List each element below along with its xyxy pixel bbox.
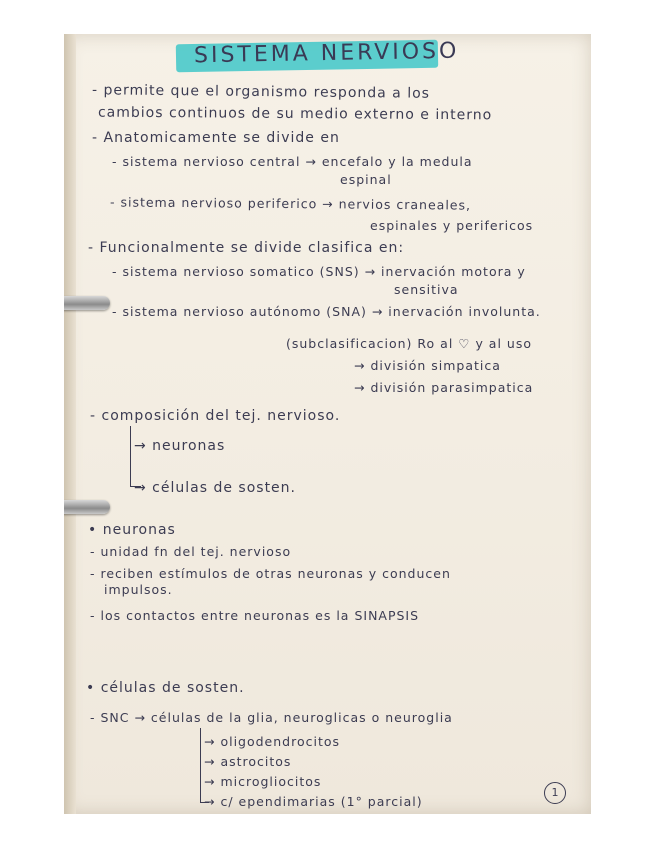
note-line: - sistema nervioso central → encefalo y la medula xyxy=(112,154,473,169)
page-title: SISTEMA NERVIOSO xyxy=(193,38,460,69)
note-line: → división simpatica xyxy=(354,358,501,373)
note-line: → astrocitos xyxy=(204,754,292,769)
note-line: - Anatomicamente se divide en xyxy=(92,130,340,146)
note-line: impulsos. xyxy=(104,582,173,597)
note-line: • células de sosten. xyxy=(86,680,245,696)
note-line: - composición del tej. nervioso. xyxy=(90,408,341,424)
note-line: - reciben estímulos de otras neuronas y conducen xyxy=(90,566,451,581)
note-line: espinal xyxy=(340,172,392,187)
note-line: → c/ ependimarias (1° parcial) xyxy=(204,794,423,809)
note-line: → división parasimpatica xyxy=(354,380,534,395)
note-line: → neuronas xyxy=(134,438,226,454)
note-line: - SNC → células de la glia, neuroglicas o neuroglia xyxy=(90,710,453,725)
note-line: → microgliocitos xyxy=(204,774,322,789)
note-line: - sistema nervioso periferico → nervios craneales, xyxy=(109,194,472,213)
note-line: → células de sosten. xyxy=(134,480,296,496)
note-line: - unidad fn del tej. nervioso xyxy=(90,544,292,559)
note-line: cambios continuos de su medio externo e interno xyxy=(97,104,493,124)
note-line: sensitiva xyxy=(394,282,459,297)
page-number: 1 xyxy=(544,782,566,804)
note-line: • neuronas xyxy=(88,522,176,538)
binder-ring-lower xyxy=(64,500,110,514)
note-line: - los contactos entre neuronas es la SINAPSIS xyxy=(90,608,420,623)
notebook-page xyxy=(64,34,591,814)
note-line: - sistema nervioso somatico (SNS) → inervación motora y xyxy=(112,264,526,279)
binder-edge xyxy=(64,34,76,814)
note-line: (subclasificacion) Ro al ♡ y al uso xyxy=(286,336,532,351)
note-line: - permite que el organismo responda a los xyxy=(91,82,431,102)
bracket xyxy=(130,426,141,487)
note-line: - Funcionalmente se divide clasifica en: xyxy=(88,240,405,256)
binder-ring-upper xyxy=(64,296,110,310)
note-line: → oligodendrocitos xyxy=(204,734,341,749)
note-line: - sistema nervioso autónomo (SNA) → inervación involunta. xyxy=(112,304,541,319)
note-line: espinales y perifericos xyxy=(370,218,534,233)
